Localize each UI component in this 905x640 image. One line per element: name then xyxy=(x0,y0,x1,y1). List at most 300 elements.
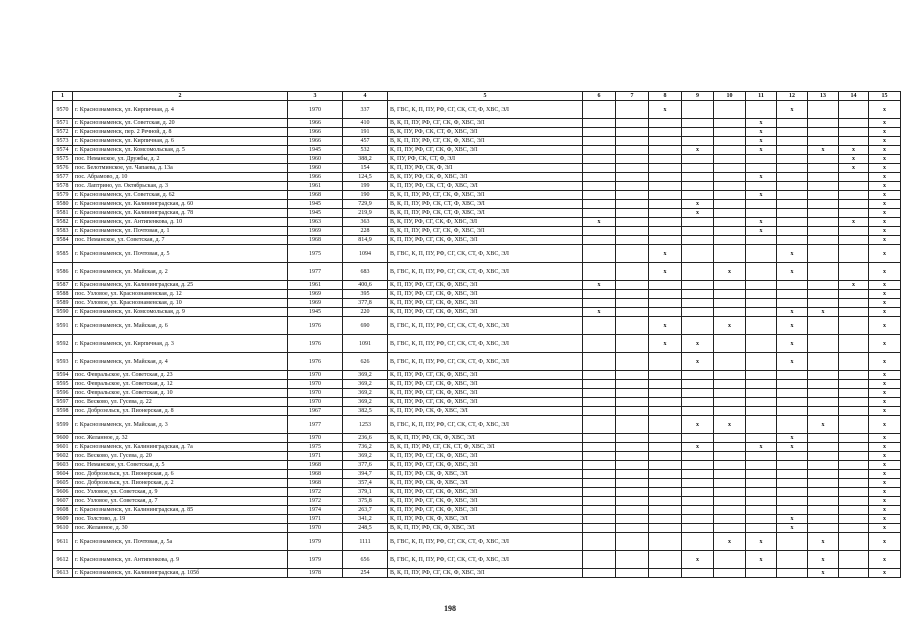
area-cell: 248,5 xyxy=(343,524,388,533)
mark-cell-col-9 xyxy=(682,263,714,281)
mark-cell-col-7 xyxy=(616,299,649,308)
mark-cell-col-10 xyxy=(714,452,746,461)
mark-cell-col-13 xyxy=(808,227,839,236)
mark-cell-col-11 xyxy=(746,470,777,479)
mark-cell-col-14 xyxy=(839,209,869,218)
address-cell: пос. Февральское, ул. Советская, д. 10 xyxy=(73,389,288,398)
row-number: 9599 xyxy=(53,416,73,434)
mark-cell-col-6 xyxy=(583,173,616,182)
mark-cell-col-14 xyxy=(839,317,869,335)
mark-cell-col-7 xyxy=(616,119,649,128)
mark-cell-col-6 xyxy=(583,317,616,335)
mark-cell-col-7 xyxy=(616,173,649,182)
mark-cell-col-10 xyxy=(714,308,746,317)
mark-cell-col-6 xyxy=(583,398,616,407)
address-cell: г. Краснознаменск, ул. Кирпичная, д. 3 xyxy=(73,335,288,353)
address-cell: пос. Доброзельск, ул. Пионерская, д. 6 xyxy=(73,470,288,479)
mark-cell-col-14: x xyxy=(839,146,869,155)
mark-cell-col-13 xyxy=(808,353,839,371)
mark-cell-col-13 xyxy=(808,335,839,353)
mark-cell-col-9 xyxy=(682,227,714,236)
column-header-4: 4 xyxy=(343,92,388,101)
year-cell: 1970 xyxy=(288,434,343,443)
mark-cell-col-12 xyxy=(777,281,808,290)
mark-cell-col-14 xyxy=(839,191,869,200)
mark-cell-col-7 xyxy=(616,389,649,398)
table-row xyxy=(53,173,901,182)
mark-cell-col-7 xyxy=(616,506,649,515)
mark-cell-col-11 xyxy=(746,236,777,245)
mark-cell-col-12 xyxy=(777,380,808,389)
mark-cell-col-10 xyxy=(714,164,746,173)
mark-cell-col-7 xyxy=(616,128,649,137)
mark-cell-col-8 xyxy=(649,407,682,416)
mark-cell-col-7 xyxy=(616,146,649,155)
address-cell: г. Краснознаменск, ул. Советская, д. 20 xyxy=(73,119,288,128)
area-cell: 337 xyxy=(343,101,388,119)
mark-cell-col-6 xyxy=(583,551,616,569)
year-cell: 1975 xyxy=(288,443,343,452)
mark-cell-col-10: x xyxy=(714,317,746,335)
mark-cell-col-14 xyxy=(839,389,869,398)
mark-cell-col-6 xyxy=(583,488,616,497)
mark-cell-col-14 xyxy=(839,515,869,524)
mark-cell-col-12 xyxy=(777,119,808,128)
mark-cell-col-12: x xyxy=(777,317,808,335)
mark-cell-col-10 xyxy=(714,389,746,398)
year-cell: 1963 xyxy=(288,218,343,227)
address-cell: г. Краснознаменск, ул. Калининградская, д. 7а xyxy=(73,443,288,452)
mark-cell-col-14 xyxy=(839,173,869,182)
mark-cell-col-12 xyxy=(777,128,808,137)
mark-cell-col-12: x xyxy=(777,245,808,263)
table-row xyxy=(53,245,901,263)
mark-cell-col-7 xyxy=(616,533,649,551)
table-row xyxy=(53,434,901,443)
mark-cell-col-13 xyxy=(808,488,839,497)
mark-cell-col-11 xyxy=(746,308,777,317)
mark-cell-col-10 xyxy=(714,380,746,389)
mark-cell-col-8 xyxy=(649,308,682,317)
table-row xyxy=(53,380,901,389)
mark-cell-col-14 xyxy=(839,416,869,434)
mark-cell-col-7 xyxy=(616,101,649,119)
mark-cell-col-6 xyxy=(583,452,616,461)
row-number: 9590 xyxy=(53,308,73,317)
mark-cell-col-12 xyxy=(777,182,808,191)
mark-cell-col-14 xyxy=(839,335,869,353)
works-cell: В, К, П, ПУ, РФ, СГ, СК, СТ, Ф, ХВС, ЭЛ xyxy=(388,443,583,452)
mark-cell-col-9 xyxy=(682,479,714,488)
mark-cell-col-12: x xyxy=(777,263,808,281)
works-cell: В, ГВС, К, П, ПУ, РФ, СГ, СК, СТ, Ф, ХВС, ЭЛ xyxy=(388,353,583,371)
mark-cell-col-15: x xyxy=(869,515,901,524)
mark-cell-col-14 xyxy=(839,506,869,515)
year-cell: 1968 xyxy=(288,191,343,200)
address-cell: г. Краснознаменск, ул. Калининградская, д. 25 xyxy=(73,281,288,290)
mark-cell-col-6 xyxy=(583,380,616,389)
row-number: 9594 xyxy=(53,371,73,380)
area-cell: 1094 xyxy=(343,245,388,263)
column-header-8: 8 xyxy=(649,92,682,101)
mark-cell-col-11 xyxy=(746,452,777,461)
mark-cell-col-13 xyxy=(808,299,839,308)
row-number: 9592 xyxy=(53,335,73,353)
mark-cell-col-7 xyxy=(616,443,649,452)
column-header-2: 2 xyxy=(73,92,288,101)
address-cell: г. Краснознаменск, ул. Калининградская, д. 78 xyxy=(73,209,288,218)
mark-cell-col-6 xyxy=(583,416,616,434)
mark-cell-col-15: x xyxy=(869,533,901,551)
mark-cell-col-10 xyxy=(714,101,746,119)
mark-cell-col-11: x xyxy=(746,533,777,551)
mark-cell-col-11 xyxy=(746,299,777,308)
mark-cell-col-9 xyxy=(682,533,714,551)
works-cell: В, К, П, ПУ, РФ, СГ, СК, Ф, ХВС, ЭЛ xyxy=(388,227,583,236)
mark-cell-col-7 xyxy=(616,488,649,497)
mark-cell-col-14 xyxy=(839,479,869,488)
mark-cell-col-9 xyxy=(682,461,714,470)
mark-cell-col-9 xyxy=(682,164,714,173)
mark-cell-col-9 xyxy=(682,371,714,380)
area-cell: 1111 xyxy=(343,533,388,551)
mark-cell-col-15: x xyxy=(869,380,901,389)
year-cell: 1966 xyxy=(288,119,343,128)
mark-cell-col-8 xyxy=(649,227,682,236)
mark-cell-col-10 xyxy=(714,182,746,191)
row-number: 9593 xyxy=(53,353,73,371)
table-row xyxy=(53,200,901,209)
table-row xyxy=(53,416,901,434)
mark-cell-col-10 xyxy=(714,290,746,299)
year-cell: 1966 xyxy=(288,173,343,182)
mark-cell-col-9 xyxy=(682,299,714,308)
mark-cell-col-7 xyxy=(616,569,649,578)
mark-cell-col-6 xyxy=(583,515,616,524)
mark-cell-col-8 xyxy=(649,443,682,452)
works-cell: К, П, ПУ, РФ, СГ, СК, Ф, ХВС, ЭЛ xyxy=(388,299,583,308)
column-header-15: 15 xyxy=(869,92,901,101)
mark-cell-col-11 xyxy=(746,101,777,119)
address-cell: пос. Белотминское, ул. Чапаева, д. 13а xyxy=(73,164,288,173)
address-cell: пос. Февральское, ул. Советская, д. 12 xyxy=(73,380,288,389)
mark-cell-col-15: x xyxy=(869,353,901,371)
mark-cell-col-12 xyxy=(777,173,808,182)
year-cell: 1974 xyxy=(288,506,343,515)
table-row xyxy=(53,335,901,353)
mark-cell-col-12 xyxy=(777,191,808,200)
mark-cell-col-12: x xyxy=(777,353,808,371)
mark-cell-col-7 xyxy=(616,434,649,443)
mark-cell-col-8 xyxy=(649,434,682,443)
mark-cell-col-11 xyxy=(746,209,777,218)
year-cell: 1945 xyxy=(288,209,343,218)
mark-cell-col-15: x xyxy=(869,371,901,380)
mark-cell-col-13 xyxy=(808,470,839,479)
works-cell: В, ГВС, К, П, ПУ, РФ, СГ, СК, СТ, Ф, ХВС, ЭЛ xyxy=(388,101,583,119)
mark-cell-col-14 xyxy=(839,236,869,245)
works-cell: К, П, ПУ, РФ, СГ, СК, Ф, ХВС, ЭЛ xyxy=(388,488,583,497)
mark-cell-col-9: x xyxy=(682,335,714,353)
table-row xyxy=(53,371,901,380)
mark-cell-col-11 xyxy=(746,164,777,173)
mark-cell-col-9: x xyxy=(682,551,714,569)
mark-cell-col-10 xyxy=(714,398,746,407)
mark-cell-col-8 xyxy=(649,416,682,434)
mark-cell-col-6 xyxy=(583,155,616,164)
mark-cell-col-11 xyxy=(746,317,777,335)
row-number: 9572 xyxy=(53,128,73,137)
mark-cell-col-7 xyxy=(616,479,649,488)
mark-cell-col-14 xyxy=(839,137,869,146)
mark-cell-col-11: x xyxy=(746,218,777,227)
mark-cell-col-15: x xyxy=(869,497,901,506)
mark-cell-col-13 xyxy=(808,515,839,524)
mark-cell-col-14 xyxy=(839,497,869,506)
table-row xyxy=(53,236,901,245)
year-cell: 1971 xyxy=(288,515,343,524)
mark-cell-col-10 xyxy=(714,524,746,533)
mark-cell-col-13 xyxy=(808,263,839,281)
mark-cell-col-14 xyxy=(839,470,869,479)
row-number: 9604 xyxy=(53,470,73,479)
mark-cell-col-9 xyxy=(682,137,714,146)
area-cell: 379,1 xyxy=(343,488,388,497)
mark-cell-col-12 xyxy=(777,533,808,551)
works-cell: К, П, ПУ, РФ, СГ, СК, Ф, ХВС, ЭЛ xyxy=(388,290,583,299)
area-cell: 736,2 xyxy=(343,443,388,452)
mark-cell-col-9 xyxy=(682,191,714,200)
area-cell: 124,5 xyxy=(343,173,388,182)
mark-cell-col-6 xyxy=(583,470,616,479)
mark-cell-col-8 xyxy=(649,299,682,308)
works-cell: К, П, ПУ, РФ, СГ, СК, Ф, ХВС, ЭЛ xyxy=(388,371,583,380)
mark-cell-col-15: x xyxy=(869,308,901,317)
mark-cell-col-8 xyxy=(649,128,682,137)
column-header-11: 11 xyxy=(746,92,777,101)
mark-cell-col-9 xyxy=(682,173,714,182)
mark-cell-col-11 xyxy=(746,182,777,191)
mark-cell-col-9 xyxy=(682,101,714,119)
mark-cell-col-15: x xyxy=(869,488,901,497)
mark-cell-col-6 xyxy=(583,335,616,353)
mark-cell-col-14 xyxy=(839,353,869,371)
works-cell: В, К, П, ПУ, РФ, СГ, СК, Ф, ХВС, ЭЛ xyxy=(388,119,583,128)
mark-cell-col-11: x xyxy=(746,551,777,569)
mark-cell-col-13 xyxy=(808,101,839,119)
area-cell: 729,9 xyxy=(343,200,388,209)
mark-cell-col-9 xyxy=(682,317,714,335)
mark-cell-col-15: x xyxy=(869,209,901,218)
mark-cell-col-7 xyxy=(616,200,649,209)
mark-cell-col-7 xyxy=(616,236,649,245)
mark-cell-col-14 xyxy=(839,407,869,416)
row-number: 9605 xyxy=(53,479,73,488)
mark-cell-col-6 xyxy=(583,290,616,299)
mark-cell-col-15: x xyxy=(869,290,901,299)
table-row xyxy=(53,299,901,308)
mark-cell-col-7 xyxy=(616,407,649,416)
mark-cell-col-8 xyxy=(649,569,682,578)
area-cell: 254 xyxy=(343,569,388,578)
mark-cell-col-9 xyxy=(682,119,714,128)
mark-cell-col-13 xyxy=(808,218,839,227)
mark-cell-col-13 xyxy=(808,245,839,263)
mark-cell-col-8: x xyxy=(649,317,682,335)
year-cell: 1961 xyxy=(288,281,343,290)
mark-cell-col-15: x xyxy=(869,137,901,146)
column-header-12: 12 xyxy=(777,92,808,101)
mark-cell-col-6 xyxy=(583,353,616,371)
mark-cell-col-14: x xyxy=(839,164,869,173)
mark-cell-col-9 xyxy=(682,380,714,389)
address-cell: г. Краснознаменск, ул. Кирпичная, д. 4 xyxy=(73,101,288,119)
mark-cell-col-11: x xyxy=(746,191,777,200)
mark-cell-col-8 xyxy=(649,371,682,380)
mark-cell-col-12 xyxy=(777,227,808,236)
table-row xyxy=(53,569,901,578)
table-row xyxy=(53,407,901,416)
mark-cell-col-9 xyxy=(682,497,714,506)
mark-cell-col-9 xyxy=(682,128,714,137)
table-row xyxy=(53,191,901,200)
mark-cell-col-13 xyxy=(808,155,839,164)
table-row xyxy=(53,101,901,119)
area-cell: 656 xyxy=(343,551,388,569)
year-cell: 1972 xyxy=(288,497,343,506)
mark-cell-col-10: x xyxy=(714,533,746,551)
mark-cell-col-14 xyxy=(839,119,869,128)
mark-cell-col-13 xyxy=(808,137,839,146)
row-number: 9583 xyxy=(53,227,73,236)
mark-cell-col-8 xyxy=(649,398,682,407)
mark-cell-col-15: x xyxy=(869,317,901,335)
mark-cell-col-15: x xyxy=(869,389,901,398)
mark-cell-col-10 xyxy=(714,119,746,128)
row-number: 9603 xyxy=(53,461,73,470)
address-cell: пос. Толстово, д. 19 xyxy=(73,515,288,524)
works-cell: В, К, П, ПУ, РФ, СГ, СК, Ф, ХВС, ЭЛ xyxy=(388,191,583,200)
mark-cell-col-13 xyxy=(808,191,839,200)
mark-cell-col-10 xyxy=(714,227,746,236)
mark-cell-col-13 xyxy=(808,236,839,245)
mark-cell-col-11 xyxy=(746,245,777,263)
mark-cell-col-15: x xyxy=(869,227,901,236)
row-number: 9573 xyxy=(53,137,73,146)
mark-cell-col-15: x xyxy=(869,218,901,227)
mark-cell-col-6 xyxy=(583,524,616,533)
row-number: 9584 xyxy=(53,236,73,245)
table-row xyxy=(53,389,901,398)
mark-cell-col-15: x xyxy=(869,452,901,461)
table-row xyxy=(53,524,901,533)
mark-cell-col-11 xyxy=(746,155,777,164)
mark-cell-col-13: x xyxy=(808,416,839,434)
mark-cell-col-10 xyxy=(714,569,746,578)
address-cell: пос. Неманское, ул. Советская, д. 5 xyxy=(73,461,288,470)
mark-cell-col-6 xyxy=(583,191,616,200)
area-cell: 363 xyxy=(343,218,388,227)
address-cell: пос. Весково, ул. Гусева, д. 20 xyxy=(73,452,288,461)
mark-cell-col-11: x xyxy=(746,119,777,128)
mark-cell-col-14 xyxy=(839,263,869,281)
mark-cell-col-14 xyxy=(839,569,869,578)
year-cell: 1977 xyxy=(288,416,343,434)
works-cell: К, П, ПУ, РФ, СГ, СК, Ф, ХВС, ЭЛ xyxy=(388,398,583,407)
year-cell: 1966 xyxy=(288,137,343,146)
table-row xyxy=(53,353,901,371)
mark-cell-col-7 xyxy=(616,461,649,470)
table-row xyxy=(53,533,901,551)
table-row xyxy=(53,218,901,227)
mark-cell-col-10: x xyxy=(714,263,746,281)
mark-cell-col-8 xyxy=(649,479,682,488)
year-cell: 1970 xyxy=(288,398,343,407)
mark-cell-col-11 xyxy=(746,506,777,515)
mark-cell-col-7 xyxy=(616,281,649,290)
mark-cell-col-10 xyxy=(714,461,746,470)
mark-cell-col-6 xyxy=(583,128,616,137)
mark-cell-col-14 xyxy=(839,443,869,452)
mark-cell-col-12 xyxy=(777,398,808,407)
mark-cell-col-7 xyxy=(616,209,649,218)
works-cell: В, К, ПУ, РФ, СК, Ф, ХВС, ЭЛ xyxy=(388,173,583,182)
address-cell: г. Краснознаменск, ул. Советская, д. 62 xyxy=(73,191,288,200)
address-cell: пос. Неманское, ул. Советская, д. 7 xyxy=(73,236,288,245)
mark-cell-col-8 xyxy=(649,533,682,551)
mark-cell-col-10 xyxy=(714,218,746,227)
row-number: 9596 xyxy=(53,389,73,398)
mark-cell-col-7 xyxy=(616,371,649,380)
mark-cell-col-6 xyxy=(583,182,616,191)
row-number: 9578 xyxy=(53,182,73,191)
mark-cell-col-7 xyxy=(616,398,649,407)
mark-cell-col-10 xyxy=(714,371,746,380)
mark-cell-col-6 xyxy=(583,227,616,236)
mark-cell-col-12 xyxy=(777,299,808,308)
mark-cell-col-13 xyxy=(808,173,839,182)
mark-cell-col-11 xyxy=(746,281,777,290)
mark-cell-col-7 xyxy=(616,191,649,200)
mark-cell-col-8 xyxy=(649,515,682,524)
address-cell: г. Краснознаменск, ул. Комсомольская, д. 5 xyxy=(73,146,288,155)
table-row xyxy=(53,155,901,164)
mark-cell-col-8 xyxy=(649,290,682,299)
mark-cell-col-6 xyxy=(583,263,616,281)
mark-cell-col-6 xyxy=(583,506,616,515)
housing-register-table xyxy=(52,91,901,578)
mark-cell-col-14: x xyxy=(839,218,869,227)
mark-cell-col-6 xyxy=(583,434,616,443)
address-cell: пос. Абрамово, д. 10 xyxy=(73,173,288,182)
table-row xyxy=(53,443,901,452)
mark-cell-col-12: x xyxy=(777,515,808,524)
area-cell: 377,6 xyxy=(343,461,388,470)
table-row xyxy=(53,128,901,137)
year-cell: 1968 xyxy=(288,461,343,470)
mark-cell-col-14 xyxy=(839,200,869,209)
area-cell: 154 xyxy=(343,164,388,173)
row-number: 9577 xyxy=(53,173,73,182)
mark-cell-col-12: x xyxy=(777,335,808,353)
mark-cell-col-12 xyxy=(777,209,808,218)
mark-cell-col-10 xyxy=(714,155,746,164)
mark-cell-col-10 xyxy=(714,236,746,245)
row-number: 9575 xyxy=(53,155,73,164)
mark-cell-col-15: x xyxy=(869,173,901,182)
address-cell: пос. Неманское, ул. Дружбы, д. 2 xyxy=(73,155,288,164)
mark-cell-col-11 xyxy=(746,461,777,470)
